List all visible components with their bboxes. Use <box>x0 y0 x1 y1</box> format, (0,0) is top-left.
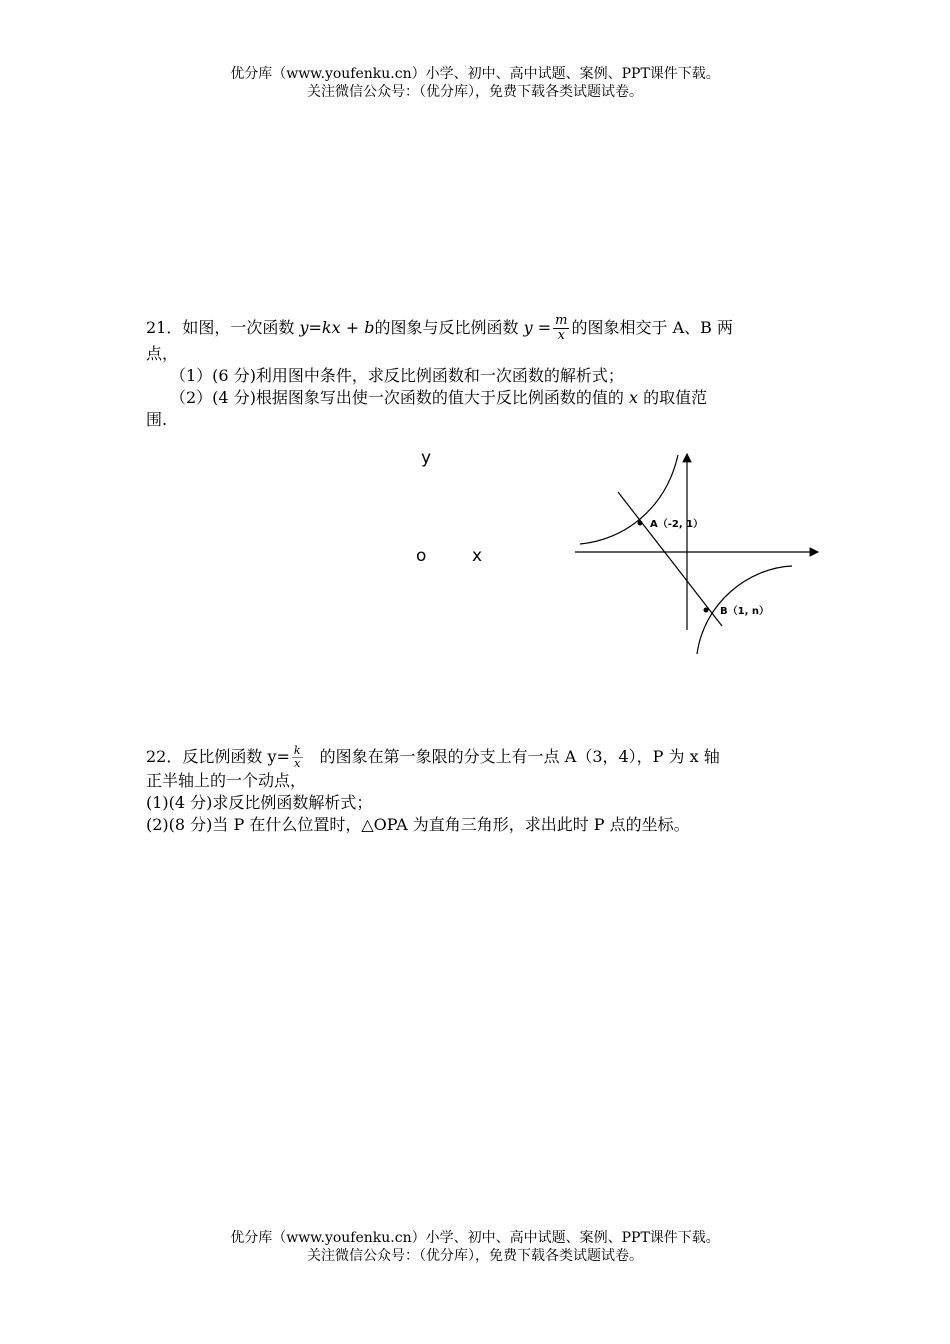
question-21-part-2 <box>146 387 811 409</box>
fraction-denominator: x <box>557 328 565 343</box>
point-b-marker <box>704 608 709 613</box>
question-21 <box>146 314 811 431</box>
fraction-k-over-x <box>292 745 303 770</box>
math-var-x: x <box>331 318 341 337</box>
fraction-numerator: k <box>293 744 301 757</box>
page-header-line-1: 优分库（www.youfenku.cn）小学、初中、高中试题、案例、PPT课件下载。 <box>230 66 720 82</box>
page-footer-line-1: 优分库（www.youfenku.cn）小学、初中、高中试题、案例、PPT课件下载。 <box>230 1230 720 1246</box>
fraction-numerator: m <box>555 313 568 328</box>
stray-y-label: y <box>421 448 432 468</box>
math-var-x: x <box>629 388 639 407</box>
question-22-line-2: 正半轴上的一个动点， <box>146 771 307 790</box>
fraction-m-over-x <box>553 314 569 343</box>
question-22-suffix: 的图象在第一象限的分支上有一点 A（3，4），P 为 x 轴 <box>319 747 720 766</box>
stray-o-label: o <box>416 546 427 566</box>
hyperbola-branch-upper-left <box>580 455 678 544</box>
math-var-b: b <box>364 318 375 337</box>
math-equals: = <box>308 318 322 337</box>
question-21-stem <box>146 314 811 343</box>
fraction-denominator: x <box>294 757 301 770</box>
question-22-prefix: 22．反比例函数 y= <box>146 747 290 766</box>
question-22-part-1: (1)(4 分)求反比例函数解析式； <box>146 793 373 812</box>
math-equals: = <box>537 318 552 337</box>
math-var-y: y <box>523 318 533 337</box>
linear-function-line <box>618 492 722 626</box>
page-footer-line-2: 关注微信公众号：（优分库），免费下载各类试题试卷。 <box>307 1248 643 1264</box>
math-plus: + <box>345 318 360 337</box>
question-21-suffix: 的图象相交于 A、B 两 <box>571 318 733 337</box>
function-graph <box>570 448 825 660</box>
point-a-label: A（-2, 1） <box>650 519 704 530</box>
question-21-prefix: 21．如图，一次函数 <box>146 318 295 337</box>
math-var-k: k <box>321 318 332 337</box>
question-22-stem <box>146 745 811 770</box>
question-21-line-2: 点， <box>146 344 179 363</box>
question-21-part-2-text: （2）(4 分)根据图象写出使一次函数的值大于反比例函数的值的 <box>170 388 624 407</box>
point-a-marker <box>638 521 643 526</box>
point-b-label: B（1, n） <box>720 606 769 617</box>
question-21-mid: 的图象与反比例函数 <box>374 318 519 337</box>
question-21-part-1: （1）(6 分)利用图中条件，求反比例函数和一次函数的解析式； <box>170 366 624 385</box>
question-22-part-2: (2)(8 分)当 P 在什么位置时，△OPA 为直角三角形，求出此时 P 点的坐标。 <box>146 815 690 834</box>
stray-x-label: x <box>472 546 483 566</box>
question-21-part-2-text-end: 的取值范 <box>643 388 708 407</box>
question-22 <box>146 745 811 836</box>
page-header-line-2: 关注微信公众号：（优分库），免费下载各类试题试卷。 <box>307 84 643 100</box>
question-21-part-2-cont: 围. <box>146 410 168 429</box>
math-var-y: y <box>299 318 309 337</box>
